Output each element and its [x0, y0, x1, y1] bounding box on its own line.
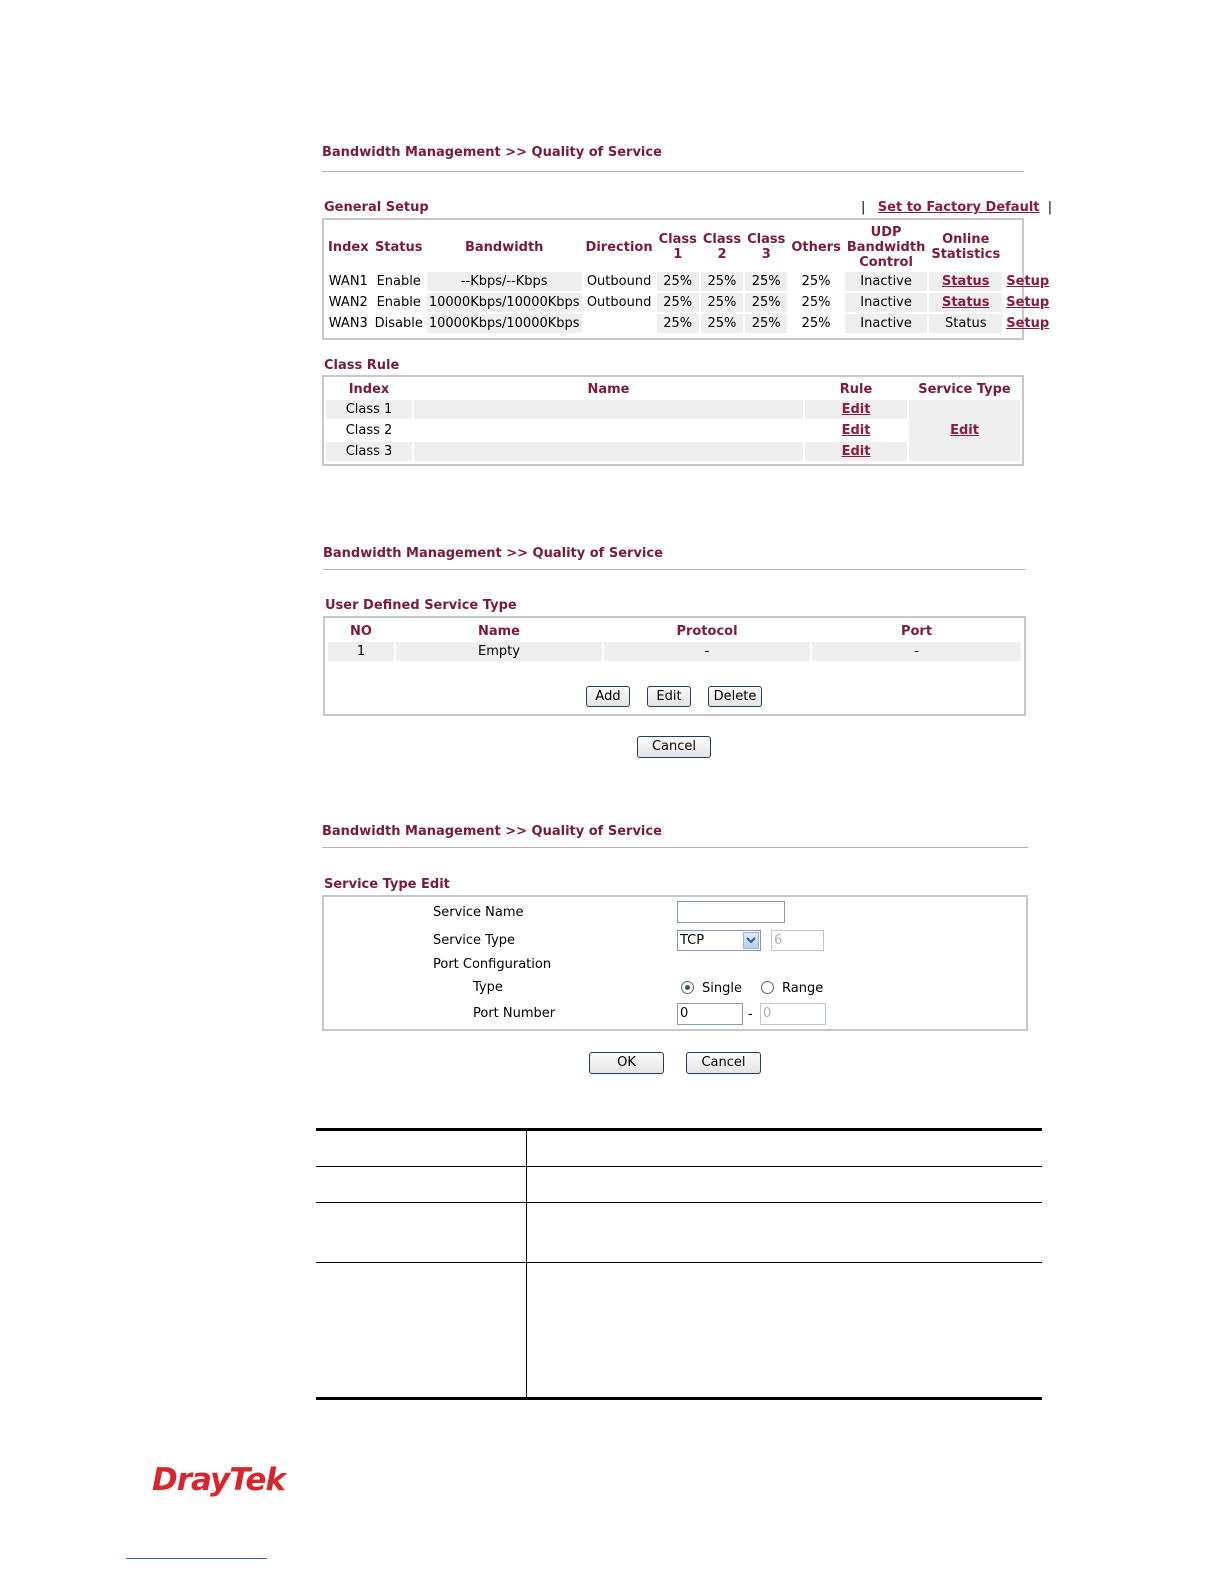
class-index: Class 1: [326, 400, 412, 419]
row-index: WAN1: [328, 274, 368, 289]
row-class3: 25%: [745, 314, 787, 333]
col-port: Port: [900, 624, 933, 639]
port-end-input[interactable]: 0: [760, 1003, 826, 1025]
range-label: Range: [782, 981, 824, 996]
service-type-select[interactable]: [677, 930, 761, 951]
row-class2: 25%: [701, 272, 743, 291]
class-rule-title: Class Rule: [324, 358, 400, 373]
col-setup: [1004, 224, 1051, 270]
row-status: Disable: [374, 316, 423, 331]
col-name: Name: [477, 624, 520, 639]
footer-rule: [126, 1558, 267, 1559]
row-direction: Outbound: [586, 274, 652, 289]
breadcrumb-divider-3: [322, 847, 1028, 848]
row-setup: [1004, 293, 1051, 312]
description-table-column-divider: [526, 1130, 527, 1398]
separator: |: [861, 200, 866, 215]
service-type-value: TCP: [680, 933, 705, 948]
row-status: Enable: [376, 295, 421, 310]
port-configuration-label: Port Configuration: [433, 957, 552, 972]
class-rule-row: [326, 400, 1020, 419]
service-type-label: Service Type: [433, 933, 516, 948]
col-no: NO: [350, 624, 372, 639]
row-class3: 25%: [745, 272, 787, 291]
class-rule-table: [324, 379, 1022, 463]
col-class3: Class 3: [747, 232, 786, 262]
port-number-label: Port Number: [473, 1006, 556, 1021]
row-direction: Outbound: [586, 295, 652, 310]
row-direction: [584, 314, 655, 333]
range-radio[interactable]: [761, 981, 774, 994]
class-name: [414, 421, 803, 440]
row-class3: 25%: [745, 293, 787, 312]
add-button[interactable]: Add: [586, 686, 630, 707]
service-name-label: Service Name: [433, 905, 524, 920]
row-class2: 25%: [701, 293, 743, 312]
description-table-row-divider: [316, 1202, 1042, 1203]
col-bandwidth: Bandwidth: [464, 239, 544, 255]
table-row: [326, 272, 1051, 291]
port-start-input[interactable]: 0: [677, 1003, 743, 1025]
col-direction: Direction: [585, 239, 653, 255]
class-rule-cell: [805, 442, 907, 461]
user-defined-service-title: User Defined Service Type: [325, 598, 517, 613]
row-bandwidth: 10000Kbps/10000Kbps: [428, 316, 580, 331]
row-others: 25%: [801, 295, 831, 310]
online-status-link[interactable]: Status: [941, 274, 990, 289]
description-table-bottom-border: [316, 1397, 1042, 1400]
wan-setup-link[interactable]: Setup: [1006, 295, 1050, 310]
chevron-down-icon[interactable]: [743, 932, 759, 949]
set-factory-default-link[interactable]: Set to Factory Default: [877, 200, 1040, 215]
description-table-row-divider: [316, 1262, 1042, 1263]
description-table-top-border: [316, 1128, 1042, 1131]
class-rule-edit-link[interactable]: Edit: [841, 444, 871, 459]
class-rule-cell: [805, 421, 907, 440]
table-row[interactable]: [328, 642, 1021, 661]
single-radio[interactable]: [681, 981, 694, 994]
class-name: [414, 400, 803, 419]
delete-button[interactable]: Delete: [708, 686, 762, 707]
class-index: Class 3: [326, 442, 412, 461]
user-defined-service-table: [326, 621, 1023, 663]
row-setup: [1004, 314, 1051, 333]
row-setup: [1004, 272, 1051, 291]
draytek-logo: DrayTek: [152, 1462, 285, 1498]
row-online-status: [929, 293, 1002, 312]
row-online-status: [929, 314, 1002, 333]
class-name: [414, 442, 803, 461]
col-status: Status: [374, 239, 423, 255]
breadcrumb-divider-2: [323, 569, 1026, 570]
row-class1: 25%: [657, 293, 699, 312]
cancel-button[interactable]: Cancel: [686, 1052, 761, 1074]
row-status: Enable: [376, 274, 421, 289]
class-index: Class 2: [345, 423, 393, 438]
service-type-cell: [909, 400, 1020, 461]
page-breadcrumb-3: Bandwidth Management >> Quality of Service: [322, 824, 662, 839]
row-online-status: [929, 272, 1002, 291]
col-class2: Class 2: [702, 232, 742, 262]
row-name: Empty: [396, 642, 602, 661]
row-udp: Inactive: [845, 314, 927, 333]
col-udp-bandwidth-control: UDP Bandwidth Control: [846, 224, 926, 270]
page-breadcrumb-1: Bandwidth Management >> Quality of Service: [322, 145, 662, 160]
port-range-dash: -: [748, 1007, 753, 1022]
col-rule-service-type: Service Type: [918, 382, 1011, 397]
row-no: 1: [328, 642, 394, 661]
online-status-link[interactable]: Status: [941, 295, 990, 310]
row-bandwidth: 10000Kbps/10000Kbps: [428, 295, 580, 310]
class-rule-edit-link[interactable]: Edit: [841, 402, 871, 417]
online-status-link: Status: [945, 316, 987, 331]
cancel-button[interactable]: Cancel: [637, 736, 711, 758]
service-name-input[interactable]: [677, 901, 785, 923]
class-rule-edit-link[interactable]: Edit: [841, 423, 871, 438]
factory-default-area: [861, 200, 1052, 215]
service-type-edit-box: [322, 895, 1028, 1031]
col-rule-index: Index: [348, 382, 390, 397]
wan-setup-link[interactable]: Setup: [1006, 274, 1050, 289]
col-others: Others: [791, 239, 841, 255]
general-setup-table: [324, 222, 1053, 335]
wan-setup-link[interactable]: Setup: [1006, 316, 1050, 331]
col-index: Index: [328, 239, 369, 255]
row-class1: 25%: [657, 272, 699, 291]
page-breadcrumb-2: Bandwidth Management >> Quality of Service: [323, 546, 663, 561]
edit-button[interactable]: Edit: [647, 686, 691, 707]
row-class1: 25%: [657, 314, 699, 333]
row-others: 25%: [801, 274, 831, 289]
table-row: [326, 314, 1051, 333]
row-others: 25%: [801, 316, 831, 331]
class-rule-cell: [805, 400, 907, 419]
general-setup-title: General Setup: [324, 200, 429, 215]
service-type-edit-link[interactable]: Edit: [950, 423, 979, 438]
service-type-edit-title: Service Type Edit: [324, 877, 450, 892]
row-port: -: [812, 642, 1021, 661]
col-class1: Class 1: [658, 232, 697, 262]
ok-button[interactable]: OK: [589, 1052, 664, 1074]
row-class2: 25%: [701, 314, 743, 333]
row-index: WAN3: [328, 316, 368, 331]
separator: |: [1047, 200, 1053, 215]
description-table-row-divider: [316, 1166, 1042, 1167]
col-online-statistics: Online Statistics: [931, 232, 1001, 262]
col-rule-rule: Rule: [839, 382, 873, 397]
row-protocol: -: [604, 642, 810, 661]
protocol-number-input[interactable]: 6: [771, 930, 824, 951]
row-bandwidth: --Kbps/--Kbps: [427, 272, 582, 291]
row-index: WAN2: [328, 295, 368, 310]
single-label: Single: [702, 981, 742, 996]
breadcrumb-divider-1: [322, 171, 1024, 172]
row-udp: Inactive: [845, 272, 927, 291]
col-rule-name: Name: [587, 382, 630, 397]
table-row: [326, 293, 1051, 312]
row-udp: Inactive: [845, 293, 927, 312]
col-protocol: Protocol: [676, 624, 738, 639]
type-label: Type: [473, 980, 503, 995]
